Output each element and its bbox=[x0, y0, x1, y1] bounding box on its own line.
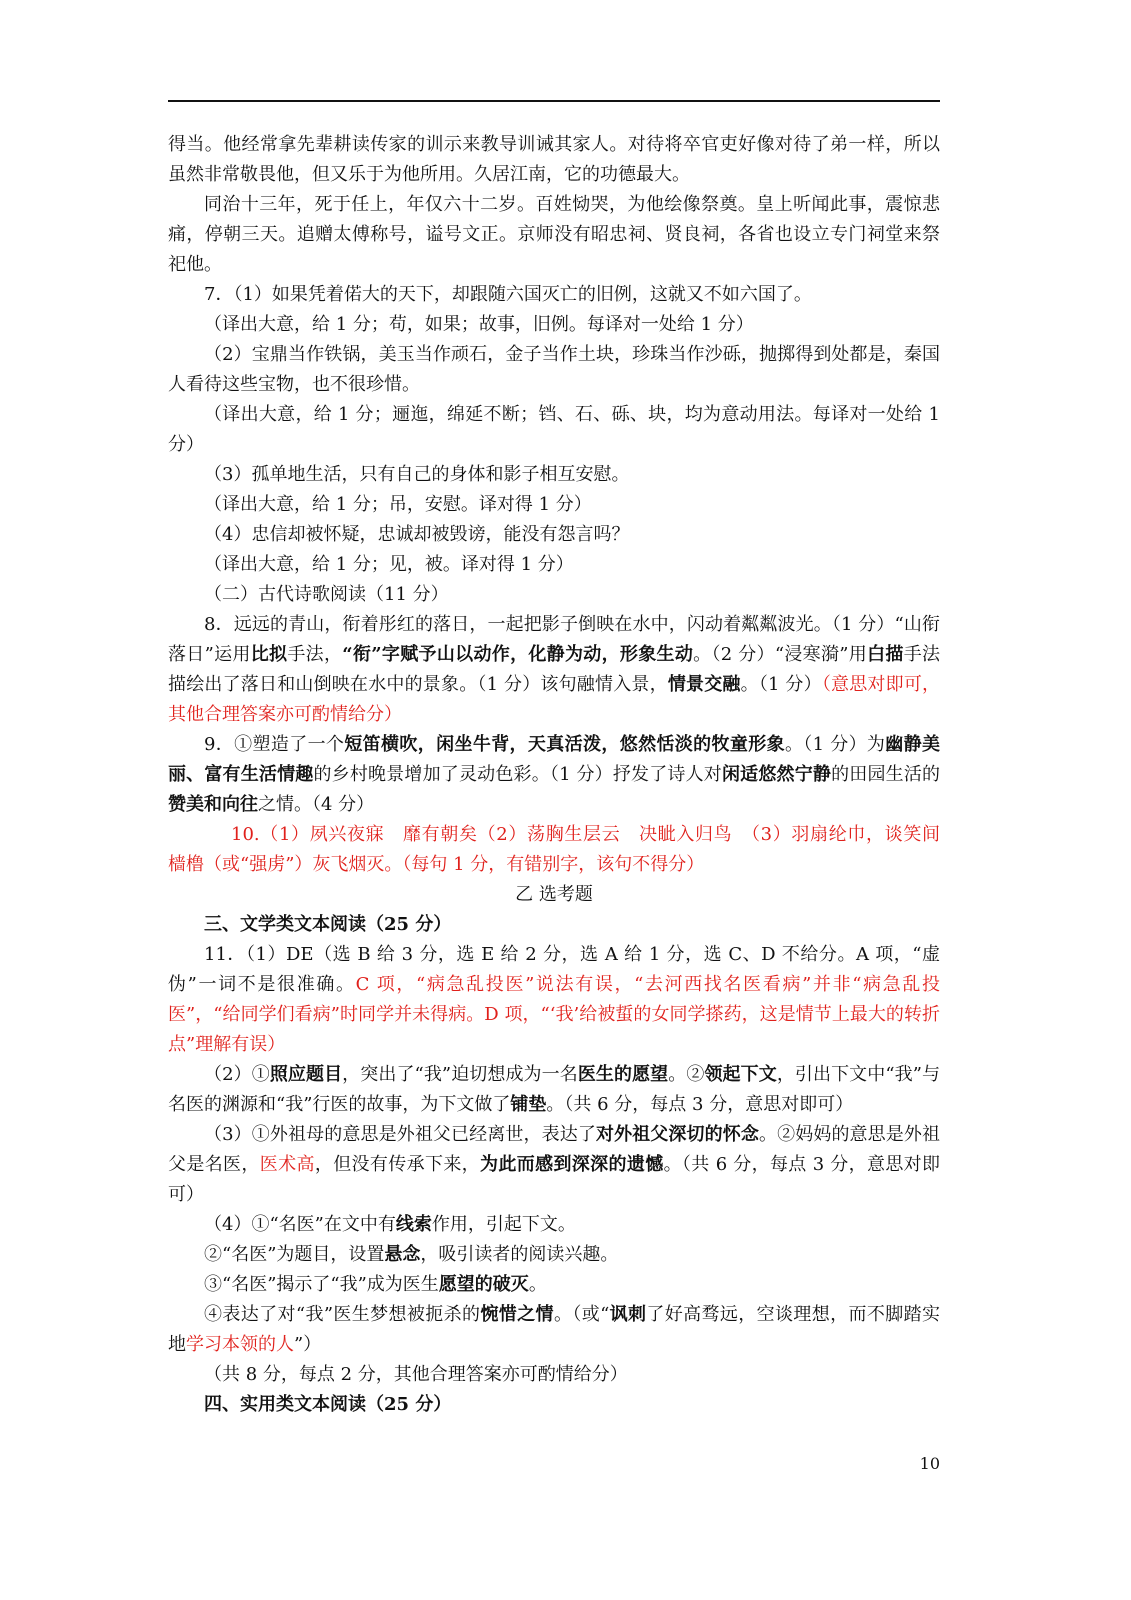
paragraph: 同治十三年，死于任上，年仅六十二岁。百姓恸哭，为他绘像祭奠。皇上听闻此事，震惊悲痛，停朝三天。追赠太傅称号，谥号文正。京师没有昭忠祠、贤良祠，各省也设立专门祠堂来祭祀他。 bbox=[168, 194, 940, 275]
scoring-note: （译出大意，给 1 分；见，被。译对得 1 分） bbox=[204, 554, 574, 575]
answer-11-4-2 bbox=[168, 1240, 940, 1270]
answer-7-3: （3）孤单地生活，只有自己的身体和影子相互安慰。 bbox=[204, 464, 630, 485]
text: ④表达了对“我”医生梦想被扼杀的 bbox=[204, 1304, 481, 1325]
section-heading: 四、实用类文本阅读（25 分） bbox=[204, 1394, 452, 1415]
text: 之情。（4 分） bbox=[258, 794, 375, 815]
red-text: 学习本领的人 bbox=[186, 1334, 294, 1355]
text: 。（或“ bbox=[553, 1304, 610, 1325]
red-text: 医术高 bbox=[259, 1154, 315, 1175]
key-point: 愿望的破灭 bbox=[438, 1274, 529, 1295]
key-point: 赞美和向往 bbox=[168, 794, 258, 815]
key-point: 铺垫 bbox=[510, 1094, 547, 1115]
answer-8 bbox=[168, 610, 940, 730]
text: 的田园生活的 bbox=[831, 764, 941, 785]
answer-11-4-4 bbox=[168, 1300, 940, 1360]
answer-11-4-1 bbox=[168, 1210, 940, 1240]
key-point: 领起下文 bbox=[704, 1064, 777, 1085]
text: （3）①外祖母的意思是外祖父已经离世，表达了 bbox=[204, 1124, 596, 1145]
key-point: 讽刺 bbox=[609, 1304, 647, 1325]
red-note: （意思对即可，其他合理答案亦可酌情给分） bbox=[168, 674, 941, 725]
text: ，吸引读者的阅读兴趣。 bbox=[420, 1244, 619, 1265]
answer-7-1: 7．（1）如果凭着偌大的天下，却跟随六国灭亡的旧例，这就又不如六国了。 bbox=[204, 284, 812, 305]
answer-9 bbox=[168, 730, 940, 820]
text: （2）① bbox=[204, 1064, 270, 1085]
scoring-note: （译出大意，给 1 分；苟，如果；故事，旧例。每译对一处给 1 分） bbox=[204, 314, 754, 335]
key-point: 医生的愿望 bbox=[577, 1064, 669, 1085]
text: 。②妈妈的意思是外祖父是名医， bbox=[168, 1124, 941, 1175]
key-point: 比拟 bbox=[250, 644, 288, 665]
header-rule bbox=[168, 100, 940, 102]
text: 。（2 分）“浸寒漪”用 bbox=[693, 644, 868, 665]
text: 了好高骛远，空谈理想，而不脚踏实地 bbox=[168, 1304, 941, 1355]
section-heading: （二）古代诗歌阅读（11 分） bbox=[204, 584, 449, 605]
scoring-note: （共 8 分，每点 2 分，其他合理答案亦可酌情给分） bbox=[204, 1364, 628, 1385]
key-point: 为此而感到深深的遗憾 bbox=[480, 1154, 664, 1175]
answer-10: 10.（1）夙兴夜寐 靡有朝矣（2）荡胸生层云 决眦入归鸟 （3）羽扇纶巾，谈笑间 樯橹（或“强虏”）灰飞烟灭。（每句 1 分，有错别字，该句不得分） bbox=[168, 824, 958, 875]
text: 。（共 6 分，每点 3 分，意思对即可） bbox=[168, 1154, 941, 1205]
text: 手法描绘出了落日和山倒映在水中的景象。（1 分）该句融情入景， bbox=[168, 644, 941, 695]
answer-11-1 bbox=[168, 940, 940, 1060]
red-text: C 项，“病急乱投医”说法有误，“去河西找名医看病”并非“病急乱投医”，“给同学们看病”时同学并未得病。D 项，“‘我’给被蜇的女同学搽药，这是情节上最大的转折点”理解有误） bbox=[168, 974, 940, 1055]
key-point: 情景交融 bbox=[667, 674, 741, 695]
document-body bbox=[168, 130, 958, 1420]
key-point: “衔”字赋予山以动作，化静为动，形象生动 bbox=[342, 644, 694, 665]
text: ③“名医”揭示了“我”成为医生 bbox=[204, 1274, 439, 1295]
section-title: 乙 选考题 bbox=[515, 884, 593, 905]
text: 8．远远的青山，衔着彤红的落日，一起把影子倒映在水中，闪动着粼粼波光。（1 分）“山衔落日”运用 bbox=[168, 614, 940, 665]
key-point: 线索 bbox=[395, 1214, 432, 1235]
key-point: 惋惜之情 bbox=[480, 1304, 554, 1325]
paragraph: 得当。他经常拿先辈耕读传家的训示来教导训诫其家人。对待将卒官吏好像对待了弟一样，所以虽然非常敬畏他，但又乐于为他所用。久居江南，它的功德最大。 bbox=[168, 134, 940, 185]
text: ，但没有传承下来， bbox=[314, 1154, 481, 1175]
answer-7-2: （2）宝鼎当作铁锅，美玉当作顽石，金子当作土块，珍珠当作沙砾，抛掷得到处都是，秦国人看待这些宝物，也不很珍惜。 bbox=[168, 344, 940, 395]
answer-7-4: （4）忠信却被怀疑，忠诚却被毁谤，能没有怨言吗？ bbox=[204, 524, 630, 545]
text: ，引出下文中“我”与名医的渊源和“我”行医的故事，为下文做了 bbox=[168, 1064, 941, 1115]
key-point: 照应题目 bbox=[269, 1064, 343, 1085]
scoring-note: （译出大意，给 1 分；逦迤，绵延不断；铛、石、砾、块，均为意动用法。每译对一处给 1 分） bbox=[168, 404, 940, 455]
text: 9．①塑造了一个 bbox=[204, 734, 345, 755]
text: 。 bbox=[528, 1274, 547, 1295]
answer-11-3 bbox=[168, 1120, 940, 1210]
section-heading: 三、文学类文本阅读（25 分） bbox=[204, 914, 452, 935]
key-point: 短笛横吹，闲坐牛背，天真活泼，悠然恬淡的牧童形象 bbox=[344, 734, 785, 755]
text: 作用，引起下文。 bbox=[431, 1214, 576, 1235]
key-point: 闲适悠然宁静 bbox=[721, 764, 832, 785]
scoring-note: （译出大意，给 1 分；吊，安慰。译对得 1 分） bbox=[204, 494, 592, 515]
text: 。② bbox=[668, 1064, 705, 1085]
text: 手法， bbox=[287, 644, 343, 665]
answer-11-4-3 bbox=[168, 1270, 940, 1300]
text: ，突出了“我”迫切想成为一名 bbox=[342, 1064, 578, 1085]
answer-11-2 bbox=[168, 1060, 940, 1120]
text: 11．（1）DE（选 B 给 3 分，选 E 给 2 分，选 A 给 1 分，选 C、D 不给分。A 项，“虚伪”一词不是很准确。 bbox=[168, 944, 940, 995]
key-point: 对外祖父深切的怀念 bbox=[595, 1124, 759, 1145]
page-number: 10 bbox=[919, 1454, 940, 1473]
text: 的乡村晚景增加了灵动色彩。（1 分）抒发了诗人对 bbox=[313, 764, 722, 785]
text: ②“名医”为题目，设置 bbox=[204, 1244, 385, 1265]
text: （4）①“名医”在文中有 bbox=[204, 1214, 396, 1235]
key-point: 悬念 bbox=[384, 1244, 421, 1265]
key-point: 幽静美丽、富有生活情趣 bbox=[168, 734, 940, 785]
text: ”） bbox=[294, 1334, 322, 1355]
key-point: 白描 bbox=[867, 644, 904, 665]
text: 。（共 6 分，每点 3 分，意思对即可） bbox=[546, 1094, 854, 1115]
text: 。（1 分）为 bbox=[784, 734, 886, 755]
text: 。（1 分） bbox=[740, 674, 822, 695]
